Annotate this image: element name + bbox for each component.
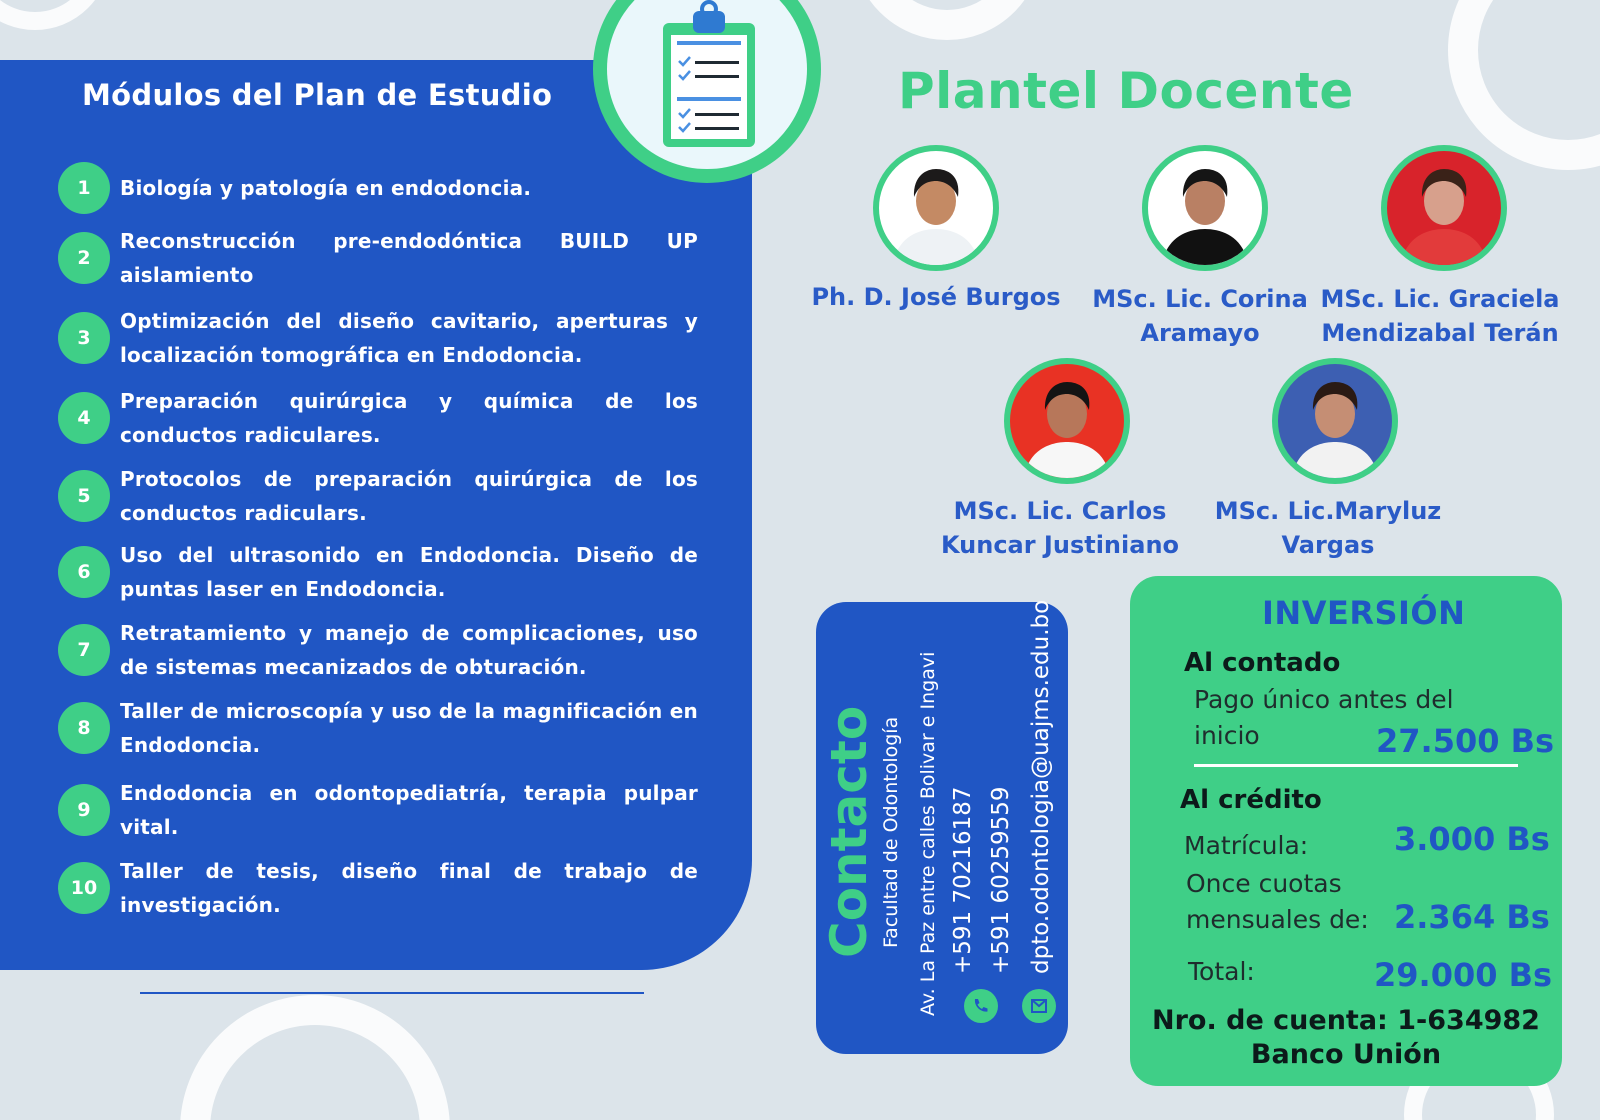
divider-line bbox=[140, 992, 644, 994]
module-item bbox=[58, 384, 698, 452]
total-label: Total: bbox=[1188, 957, 1255, 986]
module-number-badge: 3 bbox=[58, 312, 110, 364]
module-text: Protocolos de preparación quirúrgica de los conductos radiculars. bbox=[120, 467, 698, 525]
decor-ring bbox=[0, 0, 110, 30]
phone-icon bbox=[964, 989, 998, 1023]
module-text: Retratamiento y manejo de complicaciones, uso de sistemas mecanizados de obturación. bbox=[120, 621, 698, 679]
contact-title: Contacto bbox=[820, 705, 878, 958]
module-item bbox=[58, 304, 698, 372]
contact-phone-1[interactable]: +591 70216187 bbox=[950, 786, 976, 974]
teacher-avatar bbox=[1381, 145, 1507, 271]
teacher-name-line2: Kuncar Justiniano bbox=[940, 531, 1180, 559]
faculty-title: Plantel Docente bbox=[898, 62, 1354, 120]
teacher-name-line1: MSc. Lic. Carlos bbox=[953, 497, 1167, 525]
teacher-avatar bbox=[1004, 358, 1130, 484]
module-text: Uso del ultrasonido en Endodoncia. Diseño de puntas laser en Endodoncia. bbox=[120, 543, 698, 601]
decor-ring bbox=[1448, 0, 1600, 170]
module-number-badge: 2 bbox=[58, 232, 110, 284]
cash-amount: 27.500 Bs bbox=[1376, 722, 1555, 760]
teacher-name-line1: Ph. D. José Burgos bbox=[811, 283, 1061, 311]
installments-amount: 2.364 Bs bbox=[1394, 898, 1550, 936]
decor-ring bbox=[180, 995, 450, 1120]
contact-faculty: Facultad de Odontología bbox=[880, 716, 902, 948]
modules-title: Módulos del Plan de Estudio bbox=[82, 78, 553, 112]
module-number-badge: 6 bbox=[58, 546, 110, 598]
module-text: Preparación quirúrgica y química de los conductos radiculares. bbox=[120, 389, 698, 447]
module-item bbox=[58, 776, 698, 844]
account-number: Nro. de cuenta: 1-634982 bbox=[1152, 1005, 1540, 1036]
teacher-name-line2: Vargas bbox=[1281, 531, 1375, 559]
module-number-badge: 4 bbox=[58, 392, 110, 444]
module-number-badge: 10 bbox=[58, 862, 110, 914]
module-number-badge: 9 bbox=[58, 784, 110, 836]
module-number-badge: 8 bbox=[58, 702, 110, 754]
teacher-avatar bbox=[1142, 145, 1268, 271]
investment-title: INVERSIÓN bbox=[1262, 594, 1466, 632]
cash-heading: Al contado bbox=[1184, 648, 1341, 678]
module-item bbox=[58, 616, 698, 684]
module-number-badge: 7 bbox=[58, 624, 110, 676]
total-amount: 29.000 Bs bbox=[1374, 956, 1553, 994]
teacher-name bbox=[1300, 282, 1580, 350]
teacher-name bbox=[1188, 494, 1468, 562]
clipboard-badge bbox=[593, 0, 821, 183]
teacher-name-line2: Aramayo bbox=[1140, 319, 1260, 347]
module-text: Biología y patología en endodoncia. bbox=[120, 176, 532, 200]
teacher-name-line1: MSc. Lic. Corina bbox=[1092, 285, 1308, 313]
module-item bbox=[58, 694, 698, 762]
installments-label: Once cuotas mensuales de: bbox=[1186, 869, 1369, 934]
module-item bbox=[58, 538, 698, 606]
teacher-name bbox=[1060, 282, 1340, 350]
module-text: Optimización del diseño cavitario, aperturas y localización tomográfica en Endodoncia. bbox=[120, 309, 698, 367]
teacher-name-line2: Mendizabal Terán bbox=[1321, 319, 1559, 347]
module-number-badge: 1 bbox=[58, 162, 110, 214]
account-info bbox=[1130, 1004, 1562, 1072]
bank-name: Banco Unión bbox=[1250, 1039, 1442, 1070]
contact-phone-2[interactable]: +591 60259559 bbox=[988, 786, 1014, 974]
module-item bbox=[58, 462, 698, 530]
contact-address: Av. La Paz entre calles Bolivar e Ingavi bbox=[917, 651, 939, 1016]
enrollment-label: Matrícula: bbox=[1184, 831, 1309, 860]
module-item bbox=[58, 854, 698, 922]
teacher-name-line1: MSc. Lic.Maryluz bbox=[1214, 497, 1442, 525]
teacher-name bbox=[920, 494, 1200, 562]
module-text: Taller de microscopía y uso de la magnificación en Endodoncia. bbox=[120, 699, 698, 757]
module-number-badge: 5 bbox=[58, 470, 110, 522]
teacher-avatar bbox=[873, 145, 999, 271]
decor-ring bbox=[852, 0, 1042, 40]
teacher-name bbox=[796, 280, 1076, 314]
module-item bbox=[58, 224, 698, 292]
module-text: Endodoncia en odontopediatría, terapia pulpar vital. bbox=[120, 781, 698, 839]
clipboard-icon bbox=[607, 0, 807, 169]
teacher-name-line1: MSc. Lic. Graciela bbox=[1320, 285, 1560, 313]
module-text: Reconstrucción pre-endodóntica BUILD UP aislamiento bbox=[120, 229, 698, 287]
contact-email[interactable]: dpto.odontologia@uajms.edu.bo bbox=[1028, 599, 1054, 974]
cash-label: Pago único antes del inicio bbox=[1194, 685, 1454, 750]
credit-heading: Al crédito bbox=[1180, 785, 1322, 815]
enrollment-amount: 3.000 Bs bbox=[1394, 820, 1550, 858]
investment-separator bbox=[1194, 764, 1518, 767]
teacher-avatar bbox=[1272, 358, 1398, 484]
mail-icon bbox=[1022, 989, 1056, 1023]
module-item bbox=[58, 162, 698, 214]
module-text: Taller de tesis, diseño final de trabajo de investigación. bbox=[120, 859, 698, 917]
